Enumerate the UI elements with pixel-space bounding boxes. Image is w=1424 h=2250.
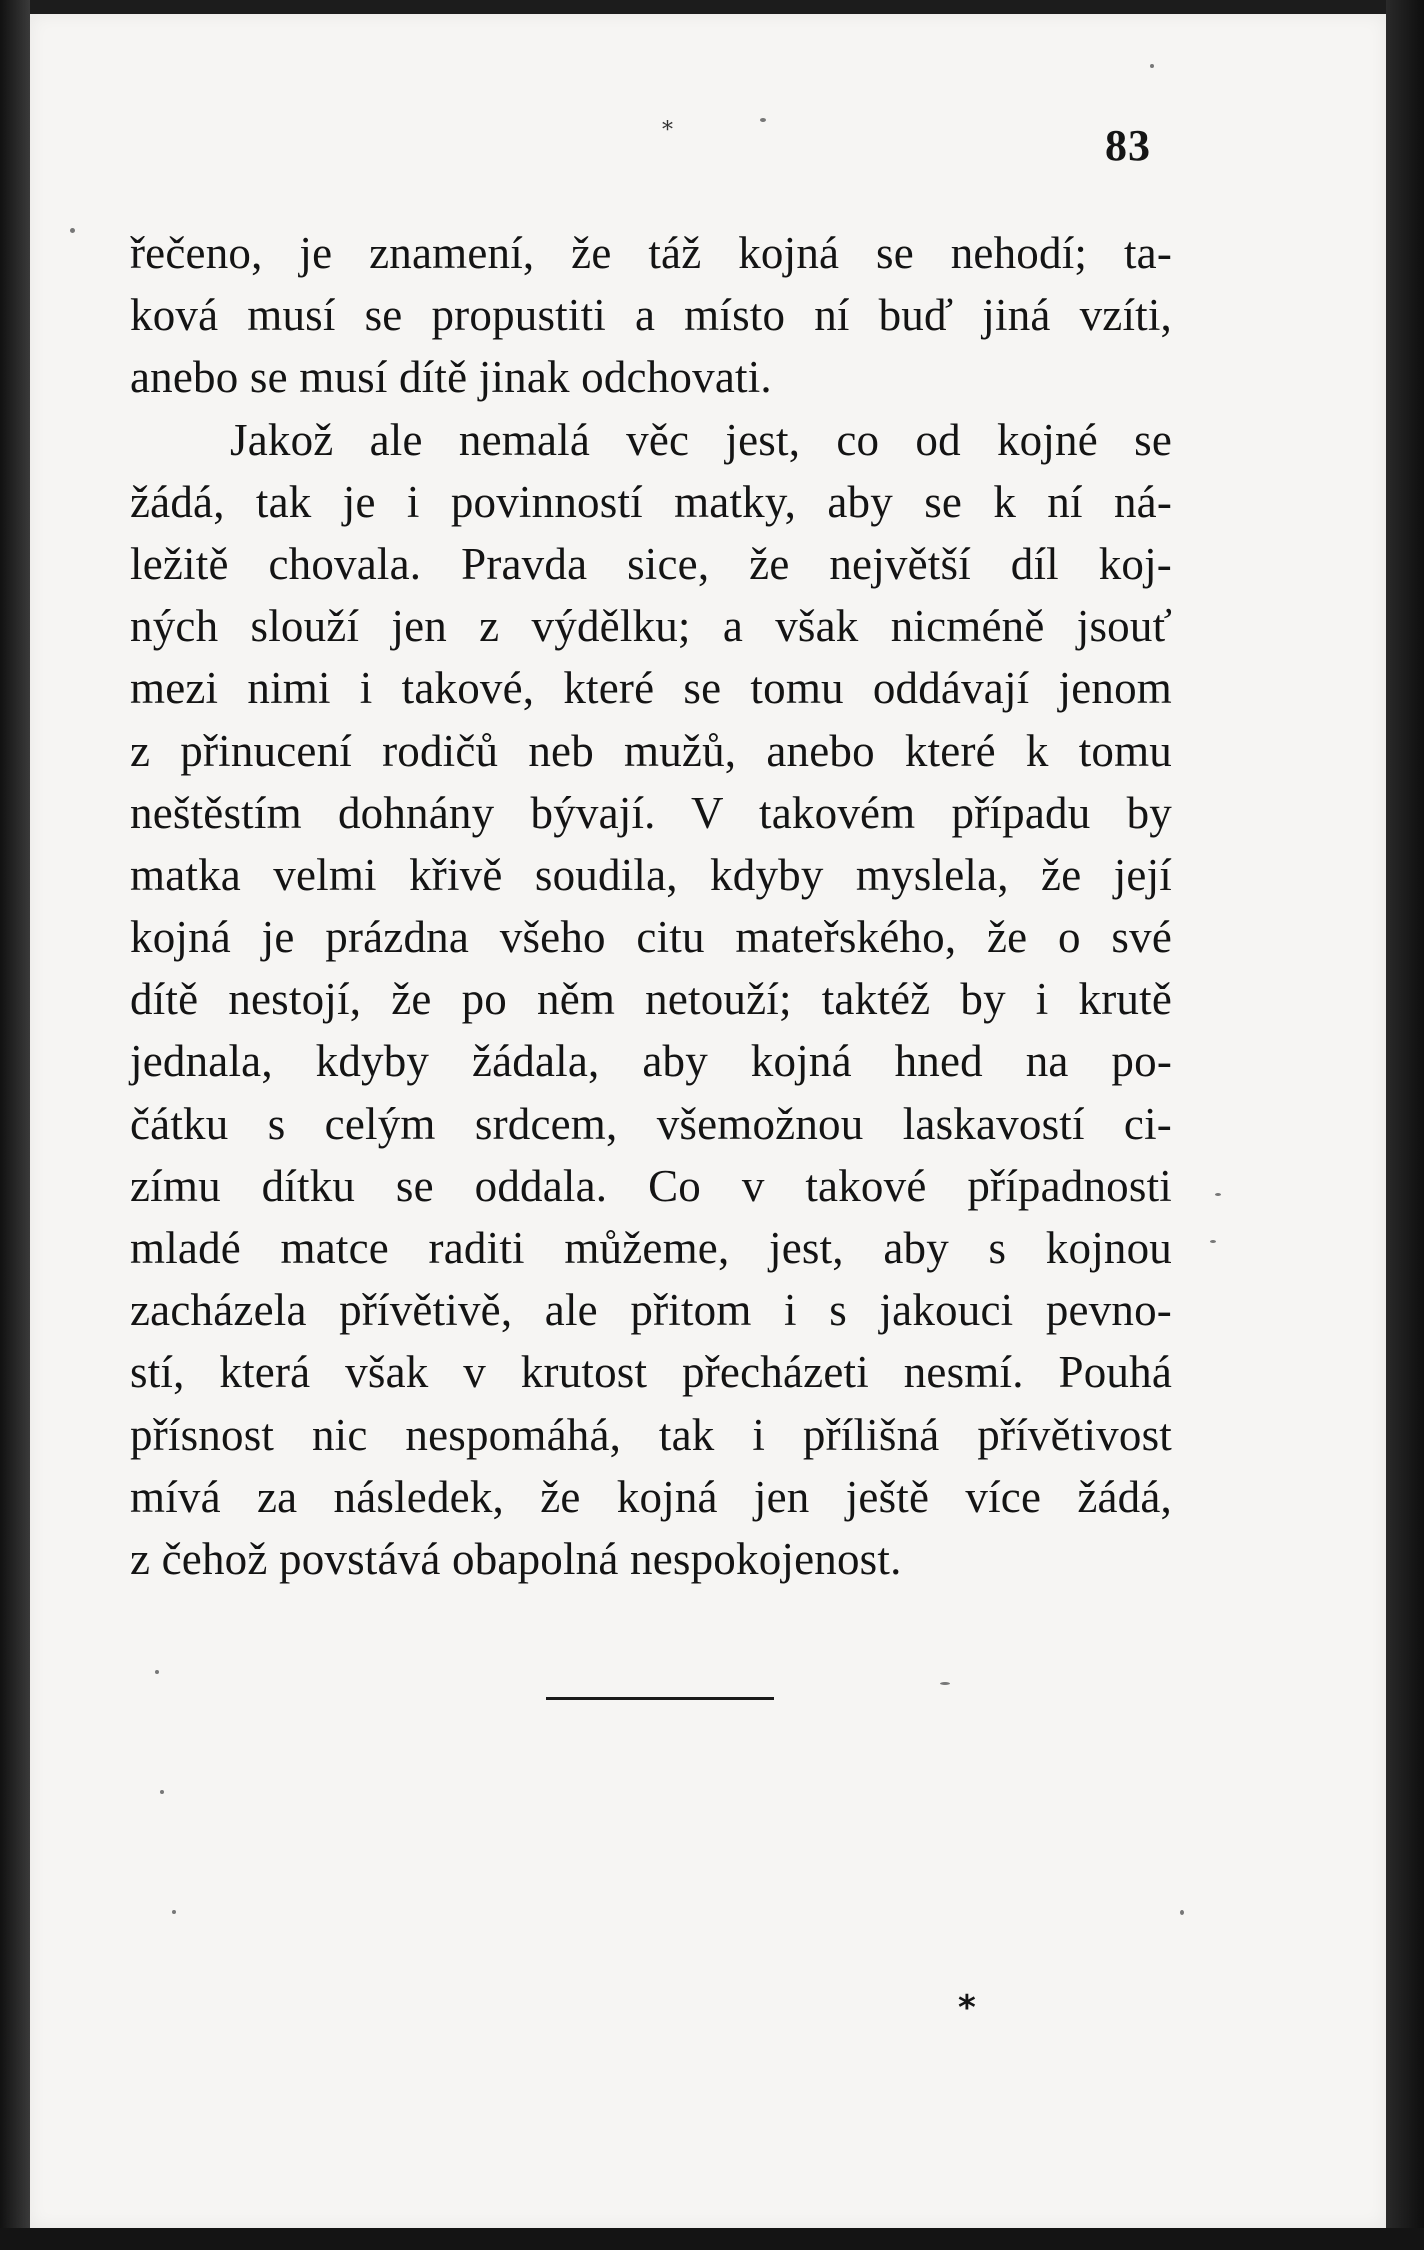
text-line: mladé matce raditi můžeme, jest, aby s kojnou bbox=[130, 1223, 1172, 1273]
text-line: řečeno, je znamení, že táž kojná se nehodí; ta- bbox=[130, 228, 1172, 278]
text-line: z přinucení rodičů neb mužů, anebo které k tomu bbox=[130, 725, 1172, 776]
paper-speck bbox=[155, 1670, 159, 1674]
paper-speck bbox=[70, 228, 75, 233]
text-line: stí, která však v krutost přecházeti nesmí. Pouhá bbox=[130, 1347, 1172, 1398]
text-line: mezi nimi i takové, které se tomu oddávají jenom bbox=[130, 663, 1172, 714]
book-spine-shadow bbox=[0, 0, 30, 2250]
paper-speck bbox=[172, 1910, 176, 1914]
text-line: ková musí se propustiti a místo ní buď jiná vzíti, bbox=[130, 290, 1172, 341]
paper-speck bbox=[940, 1682, 950, 1685]
body-text bbox=[130, 222, 1172, 1590]
paper-speck bbox=[760, 118, 766, 122]
text-line: matka velmi křivě soudila, kdyby myslela, že její bbox=[130, 849, 1172, 900]
text-line: žádá, tak je i povinností matky, aby se k ní ná- bbox=[130, 476, 1172, 527]
paper-speck bbox=[1210, 1240, 1216, 1243]
text-line: zacházela přívětivě, ale přitom i s jakouci pevno- bbox=[130, 1285, 1172, 1336]
text-line: ležitě chovala. Pravda sice, že největší díl koj- bbox=[130, 538, 1172, 589]
text-line: kojná je prázdna všeho citu mateřského, že o své bbox=[130, 912, 1172, 963]
page-bottom-shadow bbox=[0, 2228, 1424, 2250]
text-line: dítě nestojí, že po něm netouží; taktéž by i krutě bbox=[130, 974, 1172, 1025]
paper-speck bbox=[1215, 1193, 1221, 1196]
text-line: neštěstím dohnány bývají. V takovém případu by bbox=[130, 787, 1172, 838]
text-line: Jakož ale nemalá věc jest, co od kojné se bbox=[230, 414, 1172, 465]
paper-speck bbox=[1150, 64, 1154, 68]
paper-speck bbox=[160, 1790, 164, 1794]
page-number: 83 bbox=[1105, 121, 1151, 170]
bottom-ornament: * bbox=[958, 1988, 976, 2028]
text-line: čátku s celým srdcem, všemožnou laskavostí ci- bbox=[130, 1098, 1172, 1149]
paper-speck bbox=[1180, 1910, 1184, 1915]
page-edge-shadow bbox=[1386, 0, 1424, 2250]
text-line: zímu dítku se oddala. Co v takové případnosti bbox=[130, 1160, 1172, 1211]
text-line: mívá za následek, že kojná jen ještě více žádá, bbox=[130, 1471, 1172, 1522]
text-line: jednala, kdyby žádala, aby kojná hned na po- bbox=[130, 1036, 1172, 1087]
text-line: ných slouží jen z výdělku; a však nicméně jsouť bbox=[130, 601, 1172, 652]
header-ornament: * bbox=[662, 118, 673, 143]
text-line: anebo se musí dítě jinak odchovati. bbox=[130, 352, 772, 403]
text-line: z čehož povstává obapolná nespokojenost. bbox=[130, 1533, 902, 1584]
section-divider-rule bbox=[546, 1697, 774, 1700]
text-line: přísnost nic nespomáhá, tak i přílišná přívětivost bbox=[130, 1409, 1172, 1460]
